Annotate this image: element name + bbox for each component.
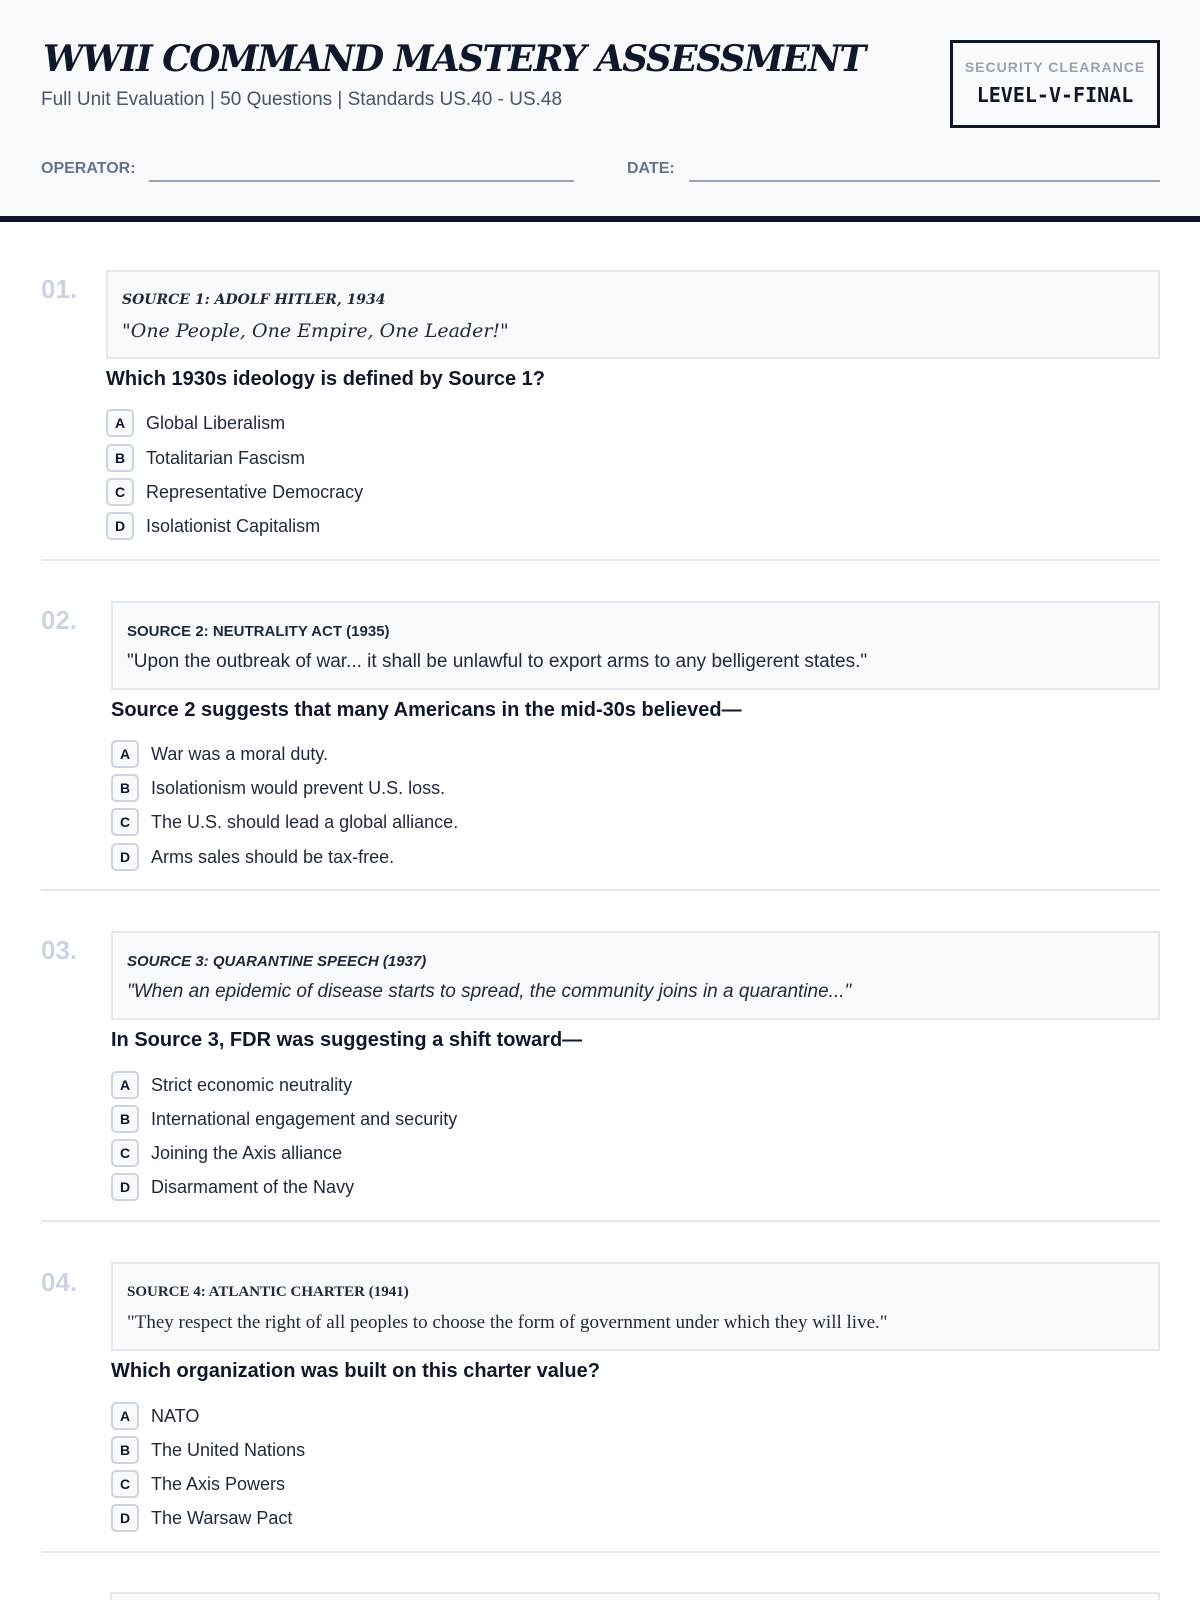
source-box [111,601,1160,690]
date-label: DATE: [627,160,675,177]
option-text: Global Liberalism [146,412,286,433]
option-text: The Warsaw Pact [151,1507,293,1528]
question-number: 04. [41,1267,78,1297]
option-text: Totalitarian Fascism [146,447,306,468]
assessment-header [0,0,1200,222]
option-letter: A [111,740,139,768]
question-number: 03. [41,935,78,965]
option-a[interactable] [106,409,285,437]
security-clearance-box [950,40,1160,128]
option-letter: B [111,1105,139,1133]
source-box [106,270,1160,359]
question-block [41,1257,1160,1553]
option-letter: C [111,1139,139,1167]
option-letter: C [111,808,139,836]
option-a[interactable] [111,1402,199,1430]
source-quote: "One People, One Empire, One Leader!" [122,320,509,342]
option-letter: B [111,774,139,802]
question-block [41,595,1160,891]
source-quote: "They respect the right of all peoples to choose the form of government under which they will live." [127,1312,888,1333]
question-number: 01. [41,274,78,304]
option-c[interactable] [106,478,363,506]
option-b[interactable] [111,774,445,802]
question-prompt: Which 1930s ideology is defined by Source 1? [106,368,546,390]
option-text: The Axis Powers [151,1473,286,1494]
question-prompt: Which organization was built on this charter value? [111,1360,600,1382]
question-prompt: Source 2 suggests that many Americans in the mid-30s believed— [111,699,742,721]
clearance-label: SECURITY CLEARANCE [964,59,1146,75]
option-d[interactable] [111,843,394,871]
source-box [111,931,1160,1020]
source-title: SOURCE 1: ADOLF HITLER, 1934 [122,292,386,308]
option-letter: D [111,1504,139,1532]
option-text: Arms sales should be tax-free. [151,846,395,867]
option-letter: C [111,1470,139,1498]
clearance-value: LEVEL-V-FINAL [976,83,1134,107]
option-letter: D [111,1173,139,1201]
option-b[interactable] [111,1436,305,1464]
option-text: NATO [151,1405,200,1426]
option-letter: A [111,1071,139,1099]
option-text: Isolationism would prevent U.S. loss. [151,777,446,798]
option-c[interactable] [111,808,458,836]
option-a[interactable] [111,1071,352,1099]
option-letter: A [111,1402,139,1430]
question-prompt: In Source 3, FDR was suggesting a shift toward— [111,1029,583,1051]
question-block [41,264,1160,561]
question-block [41,925,1160,1222]
source-quote: "When an epidemic of disease starts to spread, the community joins in a quarantine..." [127,981,852,1002]
source-title: SOURCE 3: QUARANTINE SPEECH (1937) [127,953,427,970]
next-source-box [110,1592,1160,1600]
option-letter: D [111,843,139,871]
option-c[interactable] [111,1470,285,1498]
option-letter: B [111,1436,139,1464]
option-text: The U.S. should lead a global alliance. [151,811,459,832]
page-subtitle: Full Unit Evaluation | 50 Questions | Standards US.40 - US.48 [41,89,563,110]
option-text: War was a moral duty. [151,743,329,764]
option-b[interactable] [106,444,305,472]
source-title: SOURCE 4: ATLANTIC CHARTER (1941) [127,1284,409,1300]
option-text: Joining the Axis alliance [151,1142,343,1163]
source-box [111,1262,1160,1351]
source-quote: "Upon the outbreak of war... it shall be unlawful to export arms to any belligerent states." [127,651,868,672]
option-a[interactable] [111,740,328,768]
option-text: Isolationist Capitalism [146,515,321,536]
operator-field[interactable] [149,180,574,182]
option-d[interactable] [106,512,320,540]
option-text: Disarmament of the Navy [151,1176,355,1197]
page-title: WWII COMMAND MASTERY ASSESSMENT [43,38,865,80]
option-d[interactable] [111,1504,292,1532]
option-d[interactable] [111,1173,354,1201]
option-text: The United Nations [151,1439,306,1460]
option-letter: B [106,444,134,472]
option-text: International engagement and security [151,1108,458,1129]
option-letter: A [106,409,134,437]
option-b[interactable] [111,1105,457,1133]
option-letter: C [106,478,134,506]
option-c[interactable] [111,1139,342,1167]
operator-label: OPERATOR: [41,160,136,177]
date-field[interactable] [689,180,1160,182]
question-number: 02. [41,605,78,635]
source-title: SOURCE 2: NEUTRALITY ACT (1935) [127,623,390,640]
option-text: Representative Democracy [146,481,364,502]
option-text: Strict economic neutrality [151,1074,353,1095]
option-letter: D [106,512,134,540]
